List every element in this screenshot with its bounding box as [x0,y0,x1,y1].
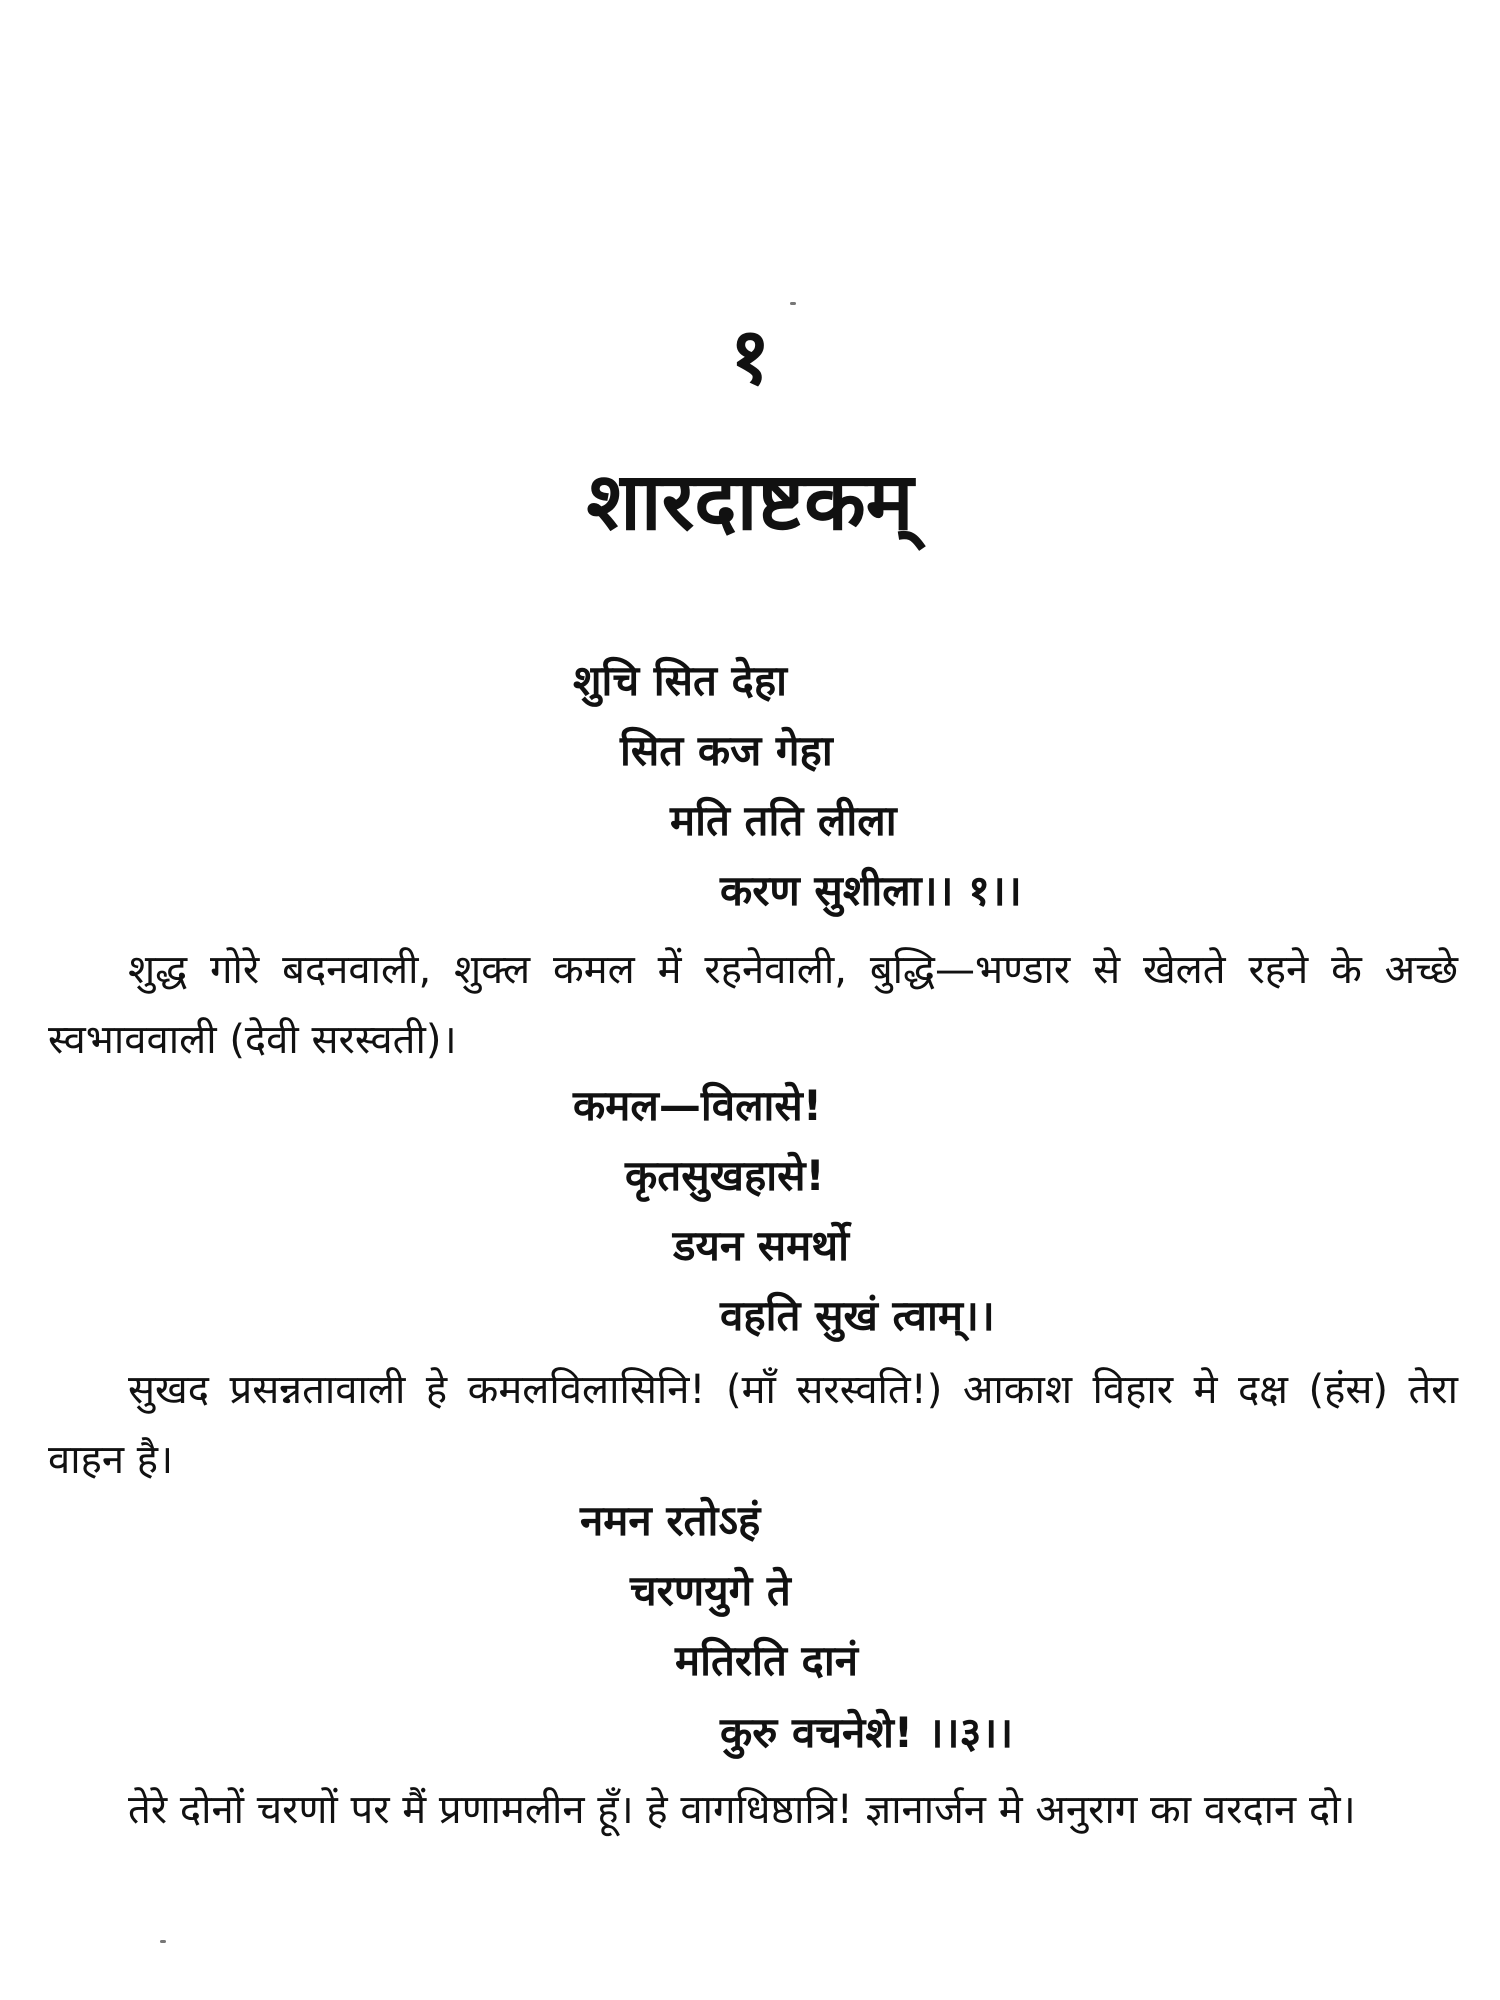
verse-2-line-2: कृतसुखहासे! [625,1151,825,1200]
verse-3-line-3: मतिरति दानं [675,1636,859,1685]
chapter-number: १ [729,312,771,402]
scan-speck [790,302,796,305]
verse-2-line-4: वहति सुखं त्वाम्।। [720,1291,995,1340]
verse-1-line-1: शुचि सित देहा [573,656,788,705]
verse-1-line-4: करण सुशीला।। १।। [720,866,1022,915]
scan-speck [160,1940,166,1943]
verse-1-translation: शुद्ध गोरे बदनवाली, शुक्ल कमल में रहनेवाली, बुद्धि—भण्डार से खेलते रहने के अच्छे स्वभाववाली (देवी सरस्वती)। [48,947,1458,1063]
verse-3-translation: तेरे दोनों चरणों पर मैं प्रणामलीन हूँ। हे वागधिष्ठात्रि! ज्ञानार्जन मे अनुराग का वरदान दो। [128,1787,1356,1833]
verse-1-line-2: सित कज गेहा [620,726,833,775]
verse-3-line-1: नमन रतोऽहं [580,1496,761,1545]
verse-3-line-2: चरणयुगे ते [630,1566,791,1615]
verse-2-line-1: कमल—विलासे! [573,1081,822,1130]
verse-2-line-3: डयन समर्थो [673,1221,849,1270]
chapter-title: शारदाष्टकम् [586,455,914,548]
verse-2-translation: सुखद प्रसन्नतावाली हे कमलविलासिनि! (माँ सरस्वति!) आकाश विहार मे दक्ष (हंस) तेरा वाहन है। [48,1367,1458,1483]
verse-1-line-3: मति तति लीला [670,796,897,845]
verse-3-line-4: कुरु वचनेशे! ।।३।। [720,1708,1014,1757]
